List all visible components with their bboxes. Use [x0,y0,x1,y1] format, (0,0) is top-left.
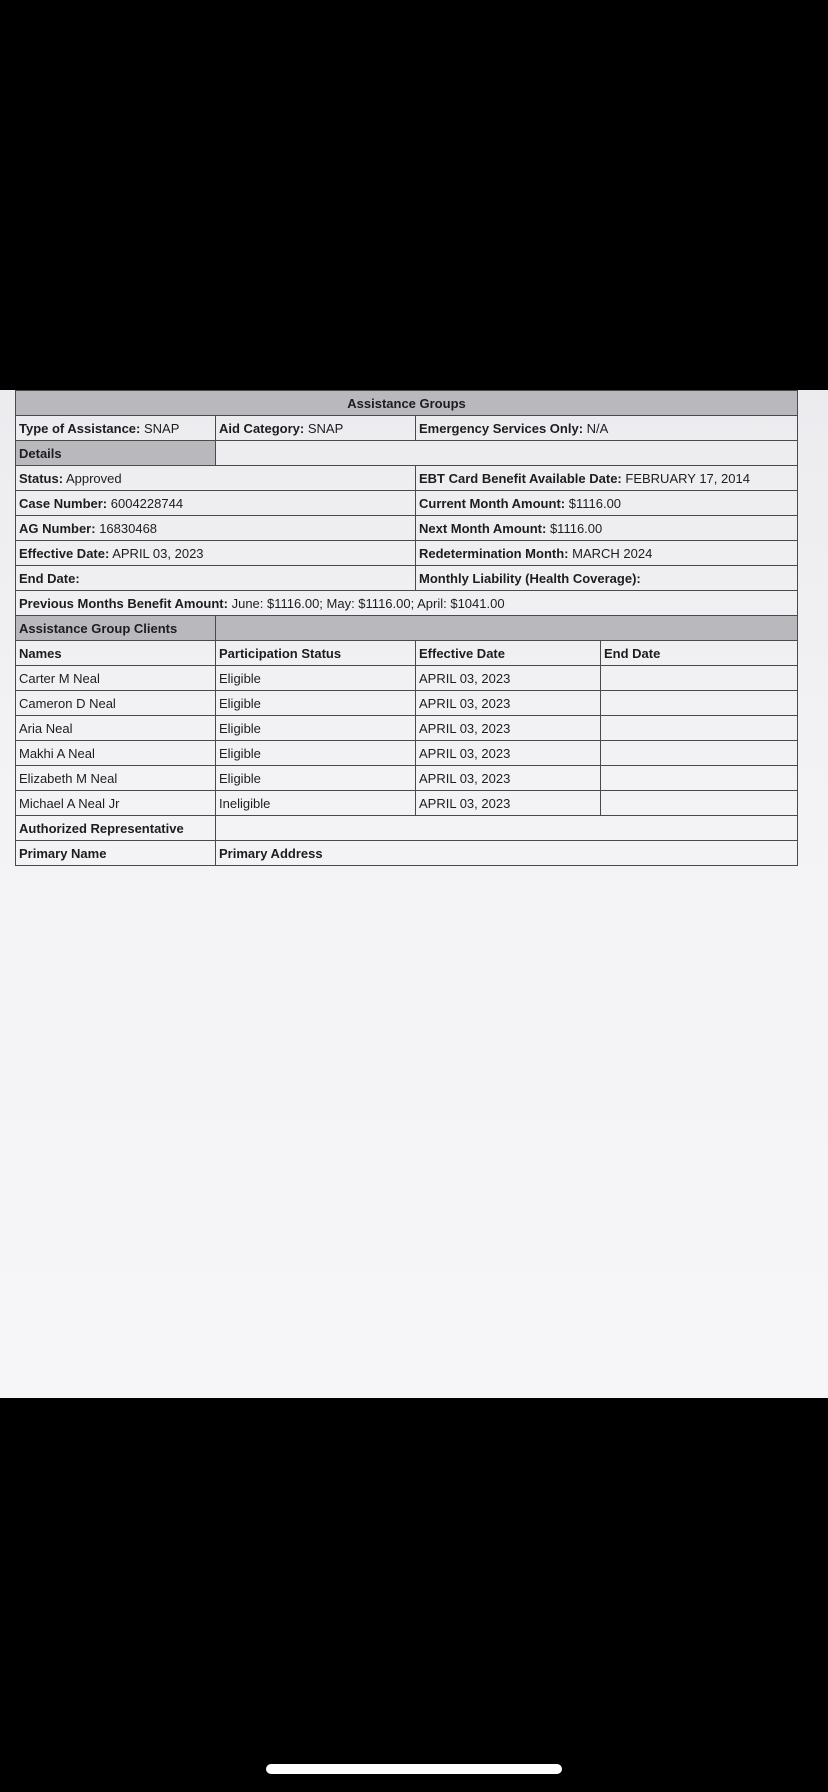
client-row [16,741,798,766]
status-row [16,466,798,491]
effective-date-column-header: Effective Date [416,641,601,666]
effective-date-row [16,541,798,566]
client-status: Eligible [216,716,416,741]
client-end-date [601,716,798,741]
primary-name-label: Primary Name [16,841,216,866]
client-effective-date: APRIL 03, 2023 [416,666,601,691]
section-title: Assistance Groups [16,391,798,416]
clients-column-headers [16,641,798,666]
client-end-date [601,666,798,691]
client-name: Cameron D Neal [16,691,216,716]
details-title: Details [16,441,216,466]
client-end-date [601,691,798,716]
client-status: Eligible [216,766,416,791]
client-effective-date: APRIL 03, 2023 [416,791,601,816]
case-number-cell: Case Number: 6004228744 [16,491,416,516]
details-header-row [16,441,798,466]
client-effective-date: APRIL 03, 2023 [416,766,601,791]
end-date-cell: End Date: [16,566,416,591]
client-status: Eligible [216,666,416,691]
client-row [16,766,798,791]
status-cell: Status: Approved [16,466,416,491]
previous-months-cell: Previous Months Benefit Amount: June: $1116.00; May: $1116.00; April: $1041.00 [16,591,798,616]
client-name: Carter M Neal [16,666,216,691]
client-effective-date: APRIL 03, 2023 [416,691,601,716]
names-column-header: Names [16,641,216,666]
end-date-column-header: End Date [601,641,798,666]
ag-number-cell: AG Number: 16830468 [16,516,416,541]
type-of-assistance-cell: Type of Assistance: SNAP [16,416,216,441]
client-end-date [601,766,798,791]
client-status: Ineligible [216,791,416,816]
client-effective-date: APRIL 03, 2023 [416,716,601,741]
redetermination-month-cell: Redetermination Month: MARCH 2024 [416,541,798,566]
authorized-rep-blank [216,816,798,841]
case-number-row [16,491,798,516]
clients-header-row [16,616,798,641]
client-row [16,691,798,716]
clients-title-blank [216,616,798,641]
participation-status-column-header: Participation Status [216,641,416,666]
current-month-amount-cell: Current Month Amount: $1116.00 [416,491,798,516]
client-name: Makhi A Neal [16,741,216,766]
ag-number-row [16,516,798,541]
monthly-liability-cell: Monthly Liability (Health Coverage): [416,566,798,591]
assistance-groups-table [15,390,798,866]
authorized-rep-row [16,816,798,841]
client-row [16,666,798,691]
authorized-rep-title: Authorized Representative [16,816,216,841]
previous-months-row [16,591,798,616]
client-status: Eligible [216,691,416,716]
aid-category-cell: Aid Category: SNAP [216,416,416,441]
primary-address-label: Primary Address [216,841,798,866]
client-effective-date: APRIL 03, 2023 [416,741,601,766]
assistance-type-row [16,416,798,441]
client-end-date [601,791,798,816]
client-name: Michael A Neal Jr [16,791,216,816]
details-blank [216,441,798,466]
client-end-date [601,741,798,766]
clients-title: Assistance Group Clients [16,616,216,641]
client-name: Elizabeth M Neal [16,766,216,791]
effective-date-cell: Effective Date: APRIL 03, 2023 [16,541,416,566]
ebt-date-cell: EBT Card Benefit Available Date: FEBRUARY 17, 2014 [416,466,798,491]
primary-row [16,841,798,866]
home-indicator[interactable] [266,1764,562,1774]
client-status: Eligible [216,741,416,766]
end-date-row [16,566,798,591]
section-header-row [16,391,798,416]
client-name: Aria Neal [16,716,216,741]
client-row [16,791,798,816]
next-month-amount-cell: Next Month Amount: $1116.00 [416,516,798,541]
document-page [0,390,828,1398]
client-row [16,716,798,741]
emergency-services-cell: Emergency Services Only: N/A [416,416,798,441]
